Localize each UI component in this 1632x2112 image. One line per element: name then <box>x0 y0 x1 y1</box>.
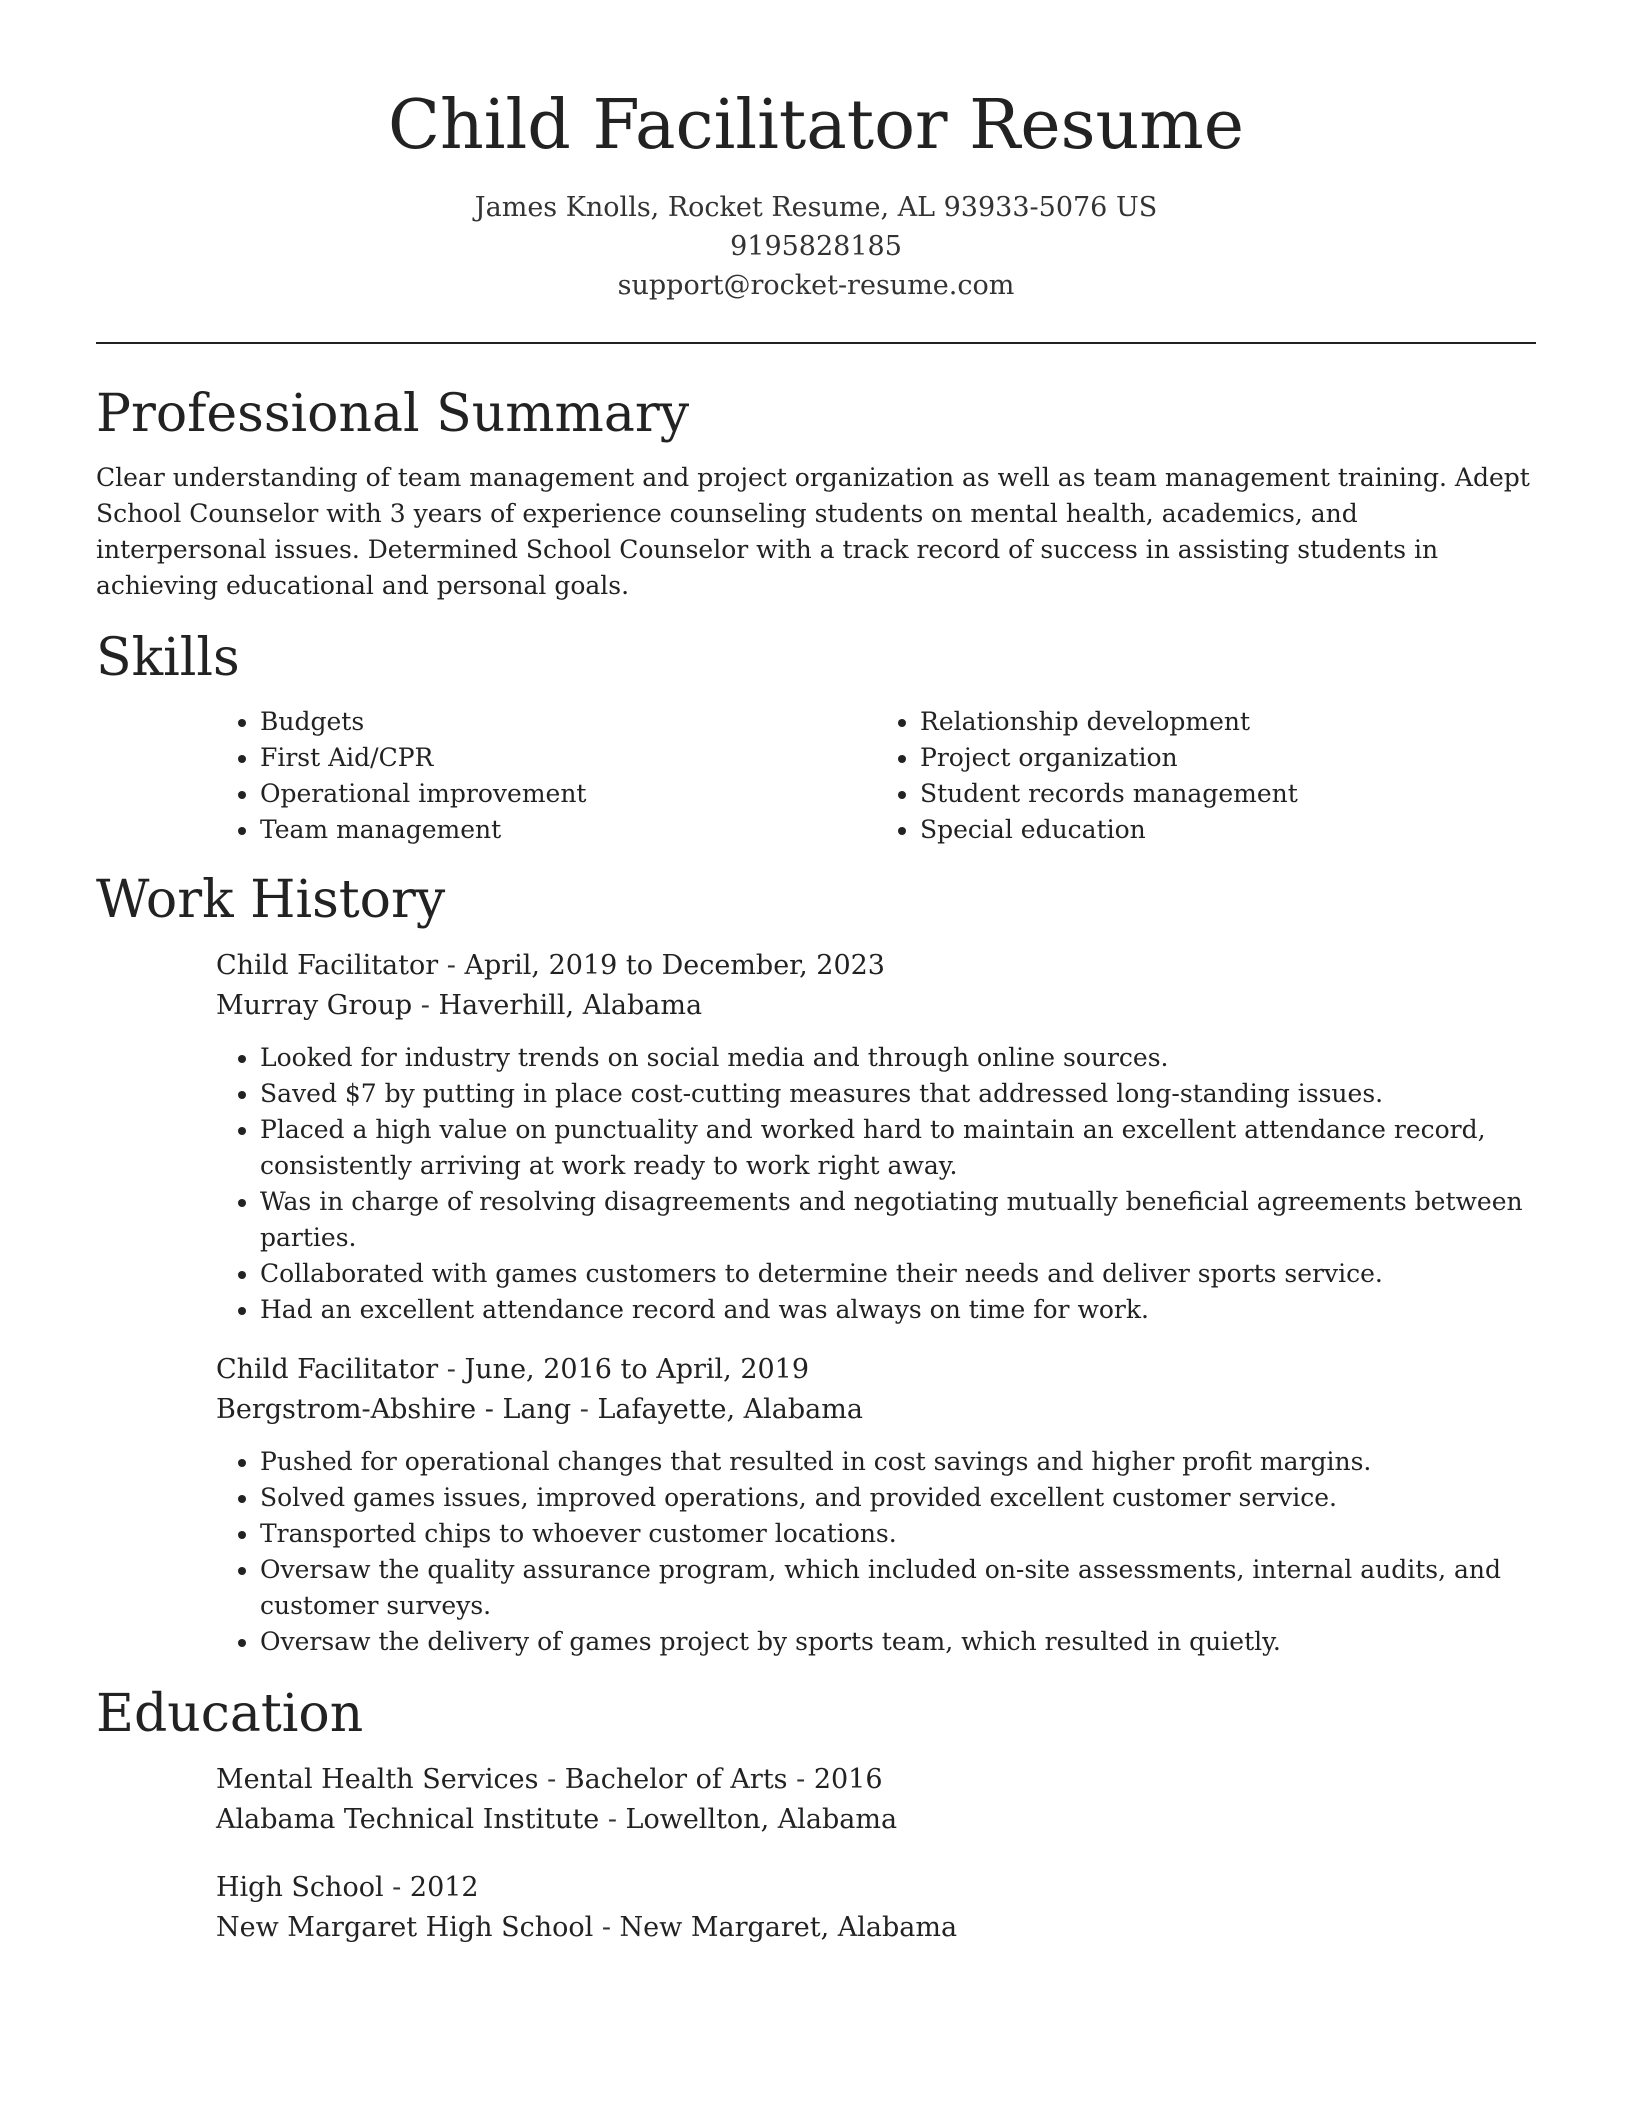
education-field: Mental Health Services <box>216 1764 539 1795</box>
skill-item: • Operational improvement <box>260 776 876 812</box>
education-school: New Margaret High School <box>216 1912 594 1943</box>
job-bullet: • Transported chips to whoever customer locations. <box>260 1516 1536 1552</box>
work-history-heading: Work History <box>96 870 446 930</box>
job-bullet: • Saved $7 by putting in place cost-cutting measures that addressed long-standing issues. <box>260 1076 1536 1112</box>
separator: - <box>538 1764 565 1795</box>
skill-item: • First Aid/CPR <box>260 740 876 776</box>
skill-item: • Student records management <box>920 776 1536 812</box>
skill-item: • Special education <box>920 812 1536 848</box>
separator: - <box>593 1912 620 1943</box>
education-school-line <box>216 1908 1536 1948</box>
separator: - <box>438 1354 465 1385</box>
education-entry <box>216 1760 1536 1840</box>
summary-section <box>96 382 1536 604</box>
header-divider <box>96 342 1536 344</box>
skills-section <box>96 626 1536 848</box>
work-history-section <box>96 868 1536 1660</box>
education-entry <box>216 1868 1536 1948</box>
skills-heading: Skills <box>96 628 240 688</box>
contact-phone: 9195828185 <box>730 231 902 262</box>
summary-heading: Professional Summary <box>96 384 690 444</box>
job-title-line <box>216 946 1536 986</box>
job-bullet: • Placed a high value on punctuality and worked hard to maintain an excellent attendance record, consistently arriving at work ready to work right away. <box>260 1112 1536 1184</box>
separator: - <box>383 1872 410 1903</box>
education-year: 2012 <box>409 1872 479 1903</box>
job-bullet: • Oversaw the quality assurance program, which included on-site assessments, internal audits, and customer surveys. <box>260 1552 1536 1624</box>
job-company: Bergstrom-Abshire - Lang <box>216 1394 572 1425</box>
skills-column-2 <box>876 704 1536 848</box>
job-location: Lafayette, Alabama <box>597 1394 863 1425</box>
education-degree-line <box>216 1760 1536 1800</box>
education-location: New Margaret, Alabama <box>619 1912 958 1943</box>
job-bullets <box>216 1444 1536 1660</box>
job-bullet: • Oversaw the delivery of games project by sports team, which resulted in quietly. <box>260 1624 1536 1660</box>
separator: - <box>599 1804 626 1835</box>
job-company-line <box>216 1390 1536 1430</box>
skill-item: • Relationship development <box>920 704 1536 740</box>
separator: - <box>787 1764 814 1795</box>
skill-item: • Team management <box>260 812 876 848</box>
skills-list <box>216 704 1536 848</box>
job-title-line <box>216 1350 1536 1390</box>
job-bullet: • Collaborated with games customers to determine their needs and deliver sports service. <box>260 1256 1536 1292</box>
job-location: Haverhill, Alabama <box>438 990 703 1021</box>
resume-title: Child Facilitator Resume <box>387 86 1244 165</box>
job-company-line <box>216 986 1536 1026</box>
job-entry <box>216 1350 1536 1660</box>
contact-email: support@rocket-resume.com <box>617 270 1015 301</box>
skill-item: • Budgets <box>260 704 876 740</box>
job-bullet: • Was in charge of resolving disagreements and negotiating mutually beneficial agreements between parties. <box>260 1184 1536 1256</box>
separator: - <box>571 1394 598 1425</box>
contact-address: James Knolls, Rocket Resume, AL 93933-5076 US <box>474 192 1158 223</box>
job-bullets <box>216 1040 1536 1328</box>
job-title: Child Facilitator <box>216 950 439 981</box>
education-section <box>96 1682 1536 1948</box>
education-heading: Education <box>96 1684 364 1744</box>
education-field: High School <box>216 1872 384 1903</box>
education-degree: Bachelor of Arts <box>564 1764 788 1795</box>
job-company: Murray Group <box>216 990 413 1021</box>
job-bullet: • Had an excellent attendance record and was always on time for work. <box>260 1292 1536 1328</box>
resume-content <box>96 382 1536 1976</box>
separator: - <box>438 950 465 981</box>
education-year: 2016 <box>813 1764 883 1795</box>
education-school: Alabama Technical Institute <box>216 1804 600 1835</box>
job-dates: June, 2016 to April, 2019 <box>464 1354 810 1385</box>
education-location: Lowellton, Alabama <box>625 1804 898 1835</box>
job-bullet: • Pushed for operational changes that resulted in cost savings and higher profit margins. <box>260 1444 1536 1480</box>
contact-info <box>0 188 1632 305</box>
job-bullet: • Solved games issues, improved operations, and provided excellent customer service. <box>260 1480 1536 1516</box>
skills-column-1 <box>216 704 876 848</box>
job-bullet: • Looked for industry trends on social media and through online sources. <box>260 1040 1536 1076</box>
job-dates: April, 2019 to December, 2023 <box>464 950 885 981</box>
skill-item: • Project organization <box>920 740 1536 776</box>
education-degree-line <box>216 1868 1536 1908</box>
summary-text: Clear understanding of team management and project organization as well as team management training. Adept School Counselor with 3 years of experience counseling students on mental health, academics, and interpersonal issues. Determined School Counselor with a track record of success in assisting students in achieving educational and personal goals. <box>96 463 1530 600</box>
job-title: Child Facilitator <box>216 1354 439 1385</box>
separator: - <box>412 990 439 1021</box>
job-entry <box>216 946 1536 1328</box>
resume-header <box>0 86 1632 305</box>
education-school-line <box>216 1800 1536 1840</box>
